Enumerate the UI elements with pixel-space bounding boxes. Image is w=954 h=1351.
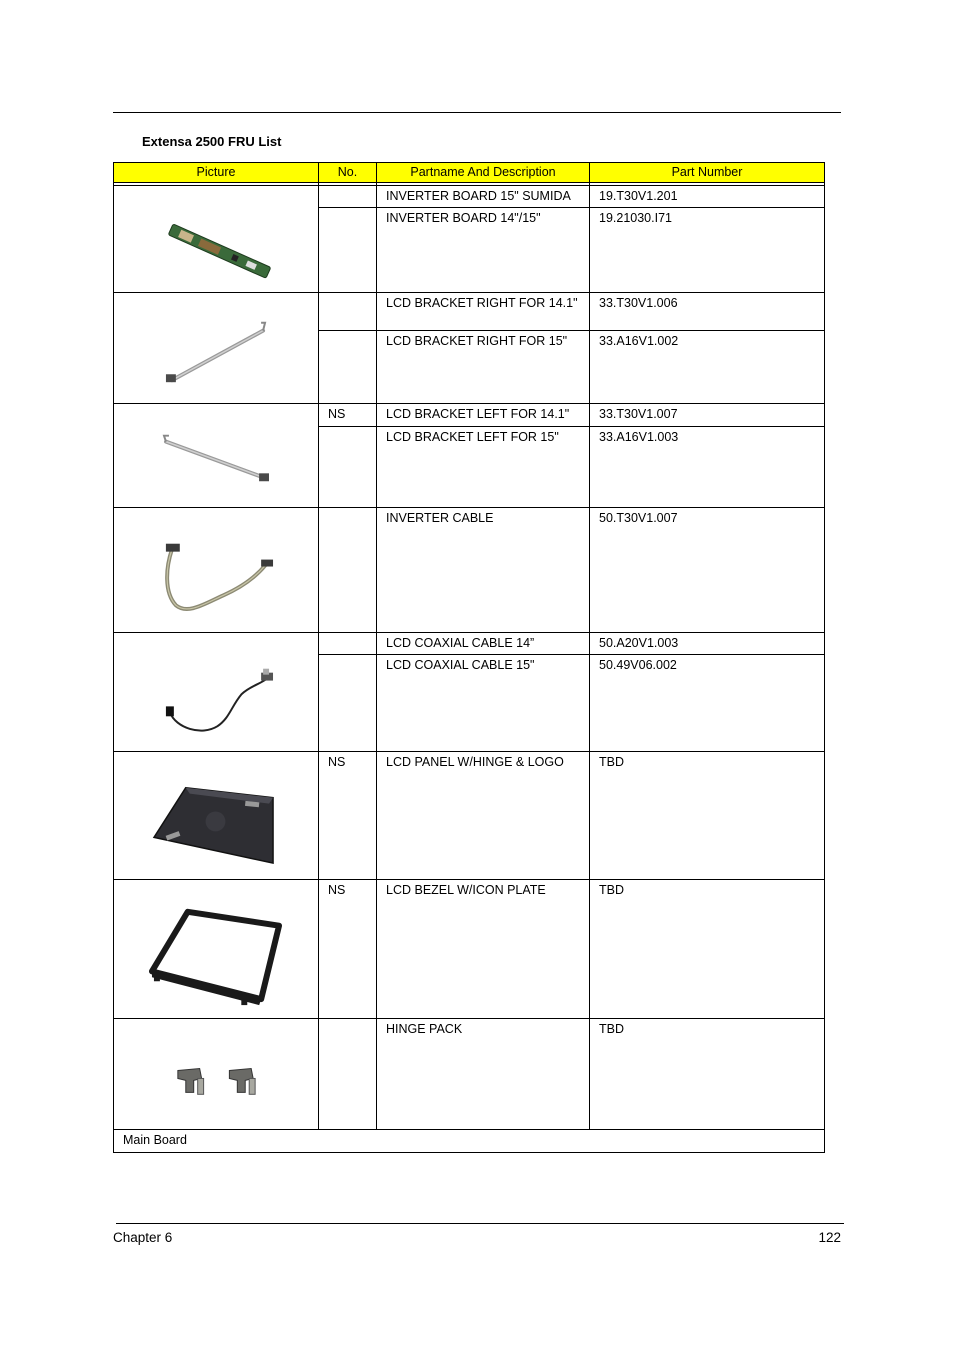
item-description: HINGE PACK (377, 1019, 590, 1130)
item-description: LCD BRACKET LEFT FOR 15" (377, 427, 590, 508)
item-part-number: TBD (590, 752, 825, 880)
item-part-number: 33.A16V1.003 (590, 427, 825, 508)
item-no (319, 331, 377, 404)
item-no: NS (319, 752, 377, 880)
item-part-number: 50.T30V1.007 (590, 508, 825, 633)
item-description: LCD BRACKET RIGHT FOR 14.1" (377, 293, 590, 331)
table-row (114, 293, 825, 331)
table-row (114, 633, 825, 655)
top-rule (113, 112, 841, 113)
item-part-number: 33.T30V1.007 (590, 404, 825, 427)
inverter-cable-photo (114, 508, 319, 633)
header-no: No. (319, 163, 377, 183)
lcd-bracket-left-photo (114, 404, 319, 508)
item-no: NS (319, 880, 377, 1019)
item-description: LCD BRACKET RIGHT FOR 15" (377, 331, 590, 404)
item-part-number: 19.T30V1.201 (590, 186, 825, 208)
footer-page-number: 122 (818, 1230, 841, 1245)
item-no (319, 655, 377, 752)
item-description: LCD PANEL W/HINGE & LOGO (377, 752, 590, 880)
header-description: Partname And Description (377, 163, 590, 183)
hinge-pack-photo (114, 1019, 319, 1130)
table-row (114, 186, 825, 208)
header-part-number: Part Number (590, 163, 825, 183)
item-no (319, 633, 377, 655)
item-no (319, 1019, 377, 1130)
table-row (114, 1019, 825, 1130)
item-part-number: TBD (590, 880, 825, 1019)
item-part-number: 50.A20V1.003 (590, 633, 825, 655)
section-label-main-board: Main Board (114, 1130, 825, 1153)
item-part-number: 19.21030.I71 (590, 208, 825, 293)
fru-table (113, 162, 825, 1153)
item-part-number: 33.A16V1.002 (590, 331, 825, 404)
table-row (114, 880, 825, 1019)
item-description: INVERTER BOARD 15" SUMIDA (377, 186, 590, 208)
item-no (319, 186, 377, 208)
table-header-row (114, 163, 825, 183)
item-description: LCD COAXIAL CABLE 14” (377, 633, 590, 655)
item-no (319, 293, 377, 331)
inverter-board-photo (114, 186, 319, 293)
item-no (319, 208, 377, 293)
item-description: LCD BEZEL W/ICON PLATE (377, 880, 590, 1019)
item-part-number: TBD (590, 1019, 825, 1130)
item-no (319, 427, 377, 508)
item-description: LCD BRACKET LEFT FOR 14.1" (377, 404, 590, 427)
header-picture: Picture (114, 163, 319, 183)
item-part-number: 50.49V06.002 (590, 655, 825, 752)
table-row (114, 508, 825, 633)
table-row (114, 404, 825, 427)
footer-rule (116, 1223, 844, 1224)
lcd-bezel-photo (114, 880, 319, 1019)
item-description: LCD COAXIAL CABLE 15" (377, 655, 590, 752)
lcd-bracket-right-photo (114, 293, 319, 404)
table-row (114, 752, 825, 880)
lcd-coaxial-cable-photo (114, 633, 319, 752)
item-no: NS (319, 404, 377, 427)
item-description: INVERTER BOARD 14"/15" (377, 208, 590, 293)
item-part-number: 33.T30V1.006 (590, 293, 825, 331)
footer-chapter: Chapter 6 (113, 1230, 173, 1245)
section-row (114, 1130, 825, 1153)
item-description: INVERTER CABLE (377, 508, 590, 633)
item-no (319, 508, 377, 633)
page-title: Extensa 2500 FRU List (142, 134, 282, 149)
lcd-panel-photo (114, 752, 319, 880)
